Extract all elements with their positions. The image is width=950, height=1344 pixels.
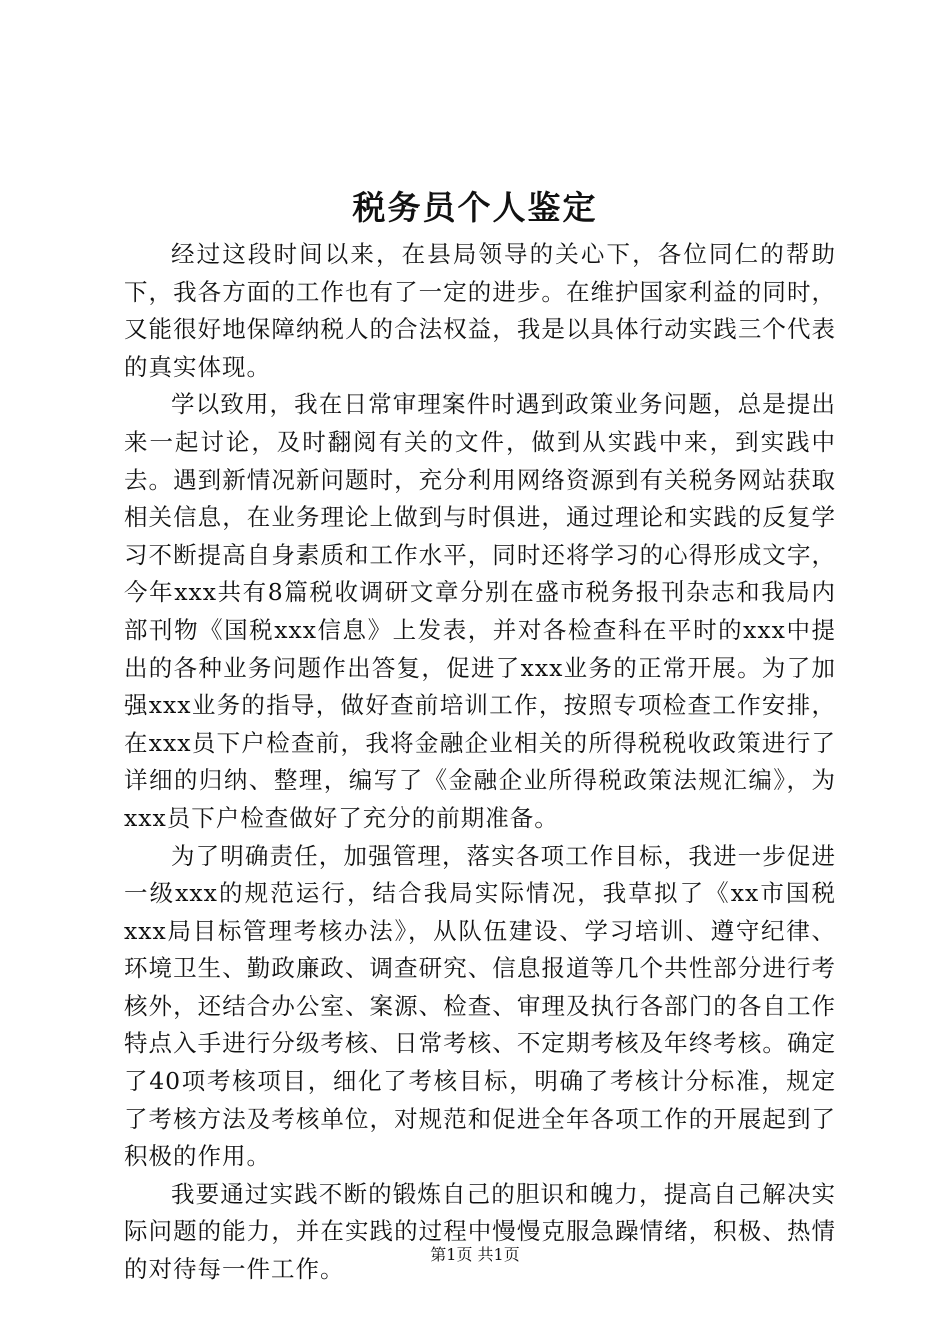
document-title: 税务员个人鉴定 (352, 188, 598, 227)
paragraph-2: 学以致用，我在日常审理案件时遇到政策业务问题，总是提出来一起讨论，及时翻阅有关的文件，做到从实践中来，到实践中去。遇到新情况新问题时，充分利用网络资源到有关税务网站获取相关信息，在业务理论上做到与时俱进，通过理论和实践的反复学习不断提高自身素质和工作水平，同时还将学习的心得形成文字，今年xxx共有8篇税收调研文章分别在盛市税务报刊杂志和我局内部刊物《国税xxx信息》上发表，并对各检查科在平时的xxx中提出的各种业务问题作出答复，促进了xxx业务的正常开展。为了加强xxx业务的指导，做好查前培训工作，按照专项检查工作安排，在xxx员下户检查前，我将金融企业相关的所得税税收政策进行了详细的归纳、整理，编写了《金融企业所得税政策法规汇编》，为xxx员下户检查做好了充分的前期准备。 (124, 390, 836, 832)
paragraph-4: 我要通过实践不断的锻炼自己的胆识和魄力，提高自己解决实际问题的能力，并在实践的过程中慢慢克服急躁情绪，积极、热情的对待每一件工作。 (124, 1179, 836, 1284)
document-body (124, 236, 836, 1289)
paragraph-1: 经过这段时间以来，在县局领导的关心下，各位同仁的帮助下，我各方面的工作也有了一定的进步。在维护国家利益的同时，又能很好地保障纳税人的合法权益，我是以具体行动实践三个代表的真实体现。 (124, 240, 836, 381)
page-footer: 第1页 共1页 (430, 1245, 520, 1264)
paragraph-3: 为了明确责任，加强管理，落实各项工作目标，我进一步促进一级xxx的规范运行，结合我局实际情况，我草拟了《xx市国税xxx局目标管理考核办法》，从队伍建设、学习培训、遵守纪律、环境卫生、勤政廉政、调查研究、信息报道等几个共性部分进行考核外，还结合办公室、案源、检查、审理及执行各部门的各自工作特点入手进行分级考核、日常考核、不定期考核及年终考核。确定了40项考核项目，细化了考核目标，明确了考核计分标准，规定了考核方法及考核单位，对规范和促进全年各项工作的开展起到了积极的作用。 (124, 841, 836, 1171)
